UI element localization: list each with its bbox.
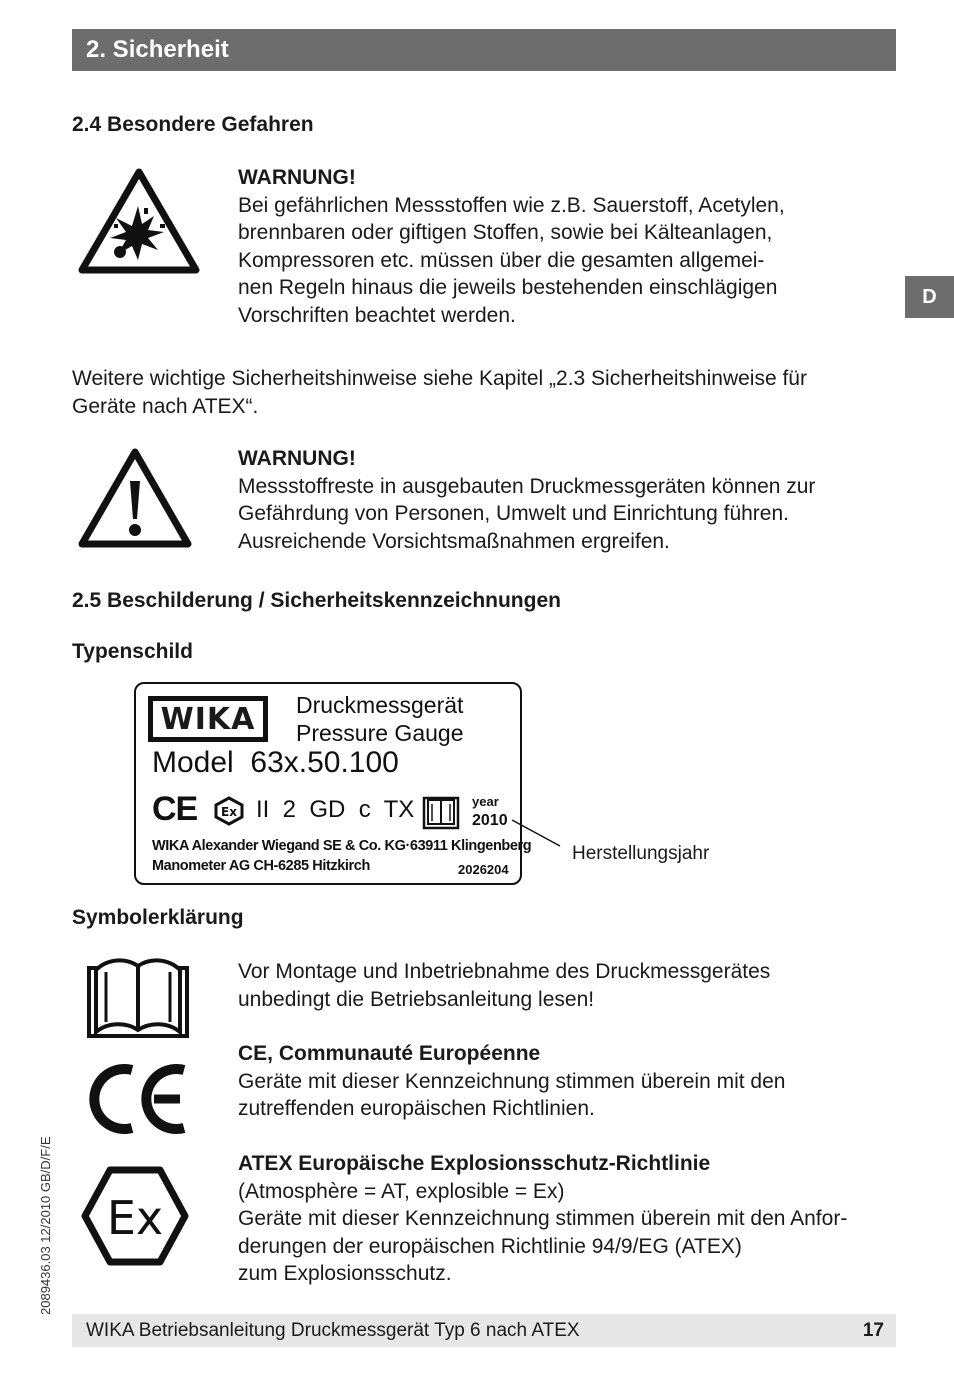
symbol-title: ATEX Europäische Explosionsschutz-Richtlinie	[238, 1152, 711, 1175]
svg-text:Ex: Ex	[221, 805, 237, 819]
plate-year-value: 2010	[472, 812, 508, 829]
page-footer	[72, 1314, 896, 1347]
plate-serial: 2026204	[458, 862, 509, 877]
explosion-warning-icon	[78, 168, 200, 274]
language-tab-label: D	[922, 285, 937, 308]
page-number: 17	[862, 1319, 884, 1341]
nameplate	[134, 682, 532, 885]
warning-block-1	[238, 164, 878, 329]
paragraph-line: Geräte nach ATEX“.	[72, 394, 259, 418]
symbol-text-line: unbedingt die Betriebsanleitung lesen!	[238, 987, 595, 1011]
warning-text-line: Bei gefährlichen Messstoffen wie z.B. Sauerstoff, Acetylen,	[238, 193, 785, 217]
svg-text:Ex: Ex	[106, 1191, 164, 1245]
symbol-heading: Symbolerklärung	[72, 906, 244, 929]
warning-text-line: brennbaren oder giftigen Stoffen, sowie bei Kälteanlagen,	[238, 221, 773, 244]
section-header	[72, 29, 896, 71]
warning-text-line: nen Regeln hinaus die jeweils bestehenden einschlägigen	[238, 276, 778, 299]
typenschild-heading: Typenschild	[72, 640, 193, 663]
warning-text-line: Vorschriften beachtet werden.	[238, 303, 516, 327]
plate-model: Model 63x.50.100	[152, 746, 399, 779]
wika-logo: WIKA	[148, 696, 268, 742]
atex-reference-paragraph	[72, 365, 892, 420]
plate-name-en: Pressure Gauge	[296, 720, 464, 746]
symbol-text-line: Geräte mit dieser Kennzeichnung stimmen überein mit den Anfor-	[238, 1207, 848, 1230]
symbol-text-line: (Atmosphère = AT, explosible = Ex)	[238, 1179, 565, 1203]
ce-mark-icon	[88, 1062, 190, 1136]
symbol-description-ce	[238, 1040, 888, 1123]
paragraph-line: Weitere wichtige Sicherheitshinweise siehe Kapitel „2.3 Sicherheitshinweise für	[72, 367, 807, 390]
warning-text-line: Messstoffreste in ausgebauten Druckmessgeräten können zur	[238, 474, 816, 498]
callout-line	[510, 818, 564, 848]
heading-2-4: 2.4 Besondere Gefahren	[72, 113, 314, 136]
warning-text-line: Ausreichende Vorsichtsmaßnahmen ergreifen.	[238, 529, 670, 553]
symbol-text-line: Geräte mit dieser Kennzeichnung stimmen überein mit den	[238, 1069, 786, 1093]
plate-ce-mark: CE	[152, 790, 198, 828]
section-title: 2. Sicherheit	[86, 36, 229, 63]
manual-book-icon	[86, 952, 190, 1040]
symbol-text-line: Vor Montage und Inbetriebnahme des Druckmessgerätes	[238, 960, 771, 983]
plate-manual-icon	[422, 794, 460, 830]
plate-company-line1: WIKA Alexander Wiegand SE & Co. KG·63911 Klingenberg	[152, 838, 532, 854]
warning-text-line: Kompressoren etc. müssen über die gesamten allgemei-	[238, 248, 765, 272]
ex-hexagon-icon	[80, 1166, 190, 1266]
warning-title: WARNUNG!	[238, 166, 356, 189]
plate-company-line2: Manometer AG CH-6285 Hitzkirch	[152, 858, 370, 874]
symbol-text-line: zum Explosionsschutz.	[238, 1262, 452, 1285]
symbol-text-line: derungen der europäischen Richtlinie 94/9/EG (ATEX)	[238, 1234, 742, 1258]
language-tab-d[interactable]	[905, 276, 954, 318]
warning-text-line: Gefährdung von Personen, Umwelt und Einrichtung führen.	[238, 502, 789, 525]
symbol-description-manual	[238, 958, 888, 1013]
warning-title: WARNUNG!	[238, 447, 356, 470]
callout-label: Herstellungsjahr	[572, 843, 710, 864]
symbol-text-line: zutreffenden europäischen Richtlinien.	[238, 1097, 595, 1120]
plate-atex-marking: II 2 GD c TX	[256, 796, 415, 823]
plate-ex-icon	[214, 796, 244, 826]
general-warning-icon	[78, 447, 192, 549]
plate-name-de: Druckmessgerät	[296, 692, 464, 718]
plate-year-label: year	[472, 794, 499, 809]
warning-block-2	[238, 445, 878, 555]
heading-2-5: 2.5 Beschilderung / Sicherheitskennzeichnungen	[72, 589, 561, 612]
footer-text: WIKA Betriebsanleitung Druckmessgerät Typ 6 nach ATEX	[86, 1319, 580, 1341]
document-code: 2089436.03 12/2010 GB/D/F/E	[38, 1136, 53, 1315]
symbol-title: CE, Communauté Européenne	[238, 1042, 541, 1065]
symbol-description-atex	[238, 1150, 908, 1288]
